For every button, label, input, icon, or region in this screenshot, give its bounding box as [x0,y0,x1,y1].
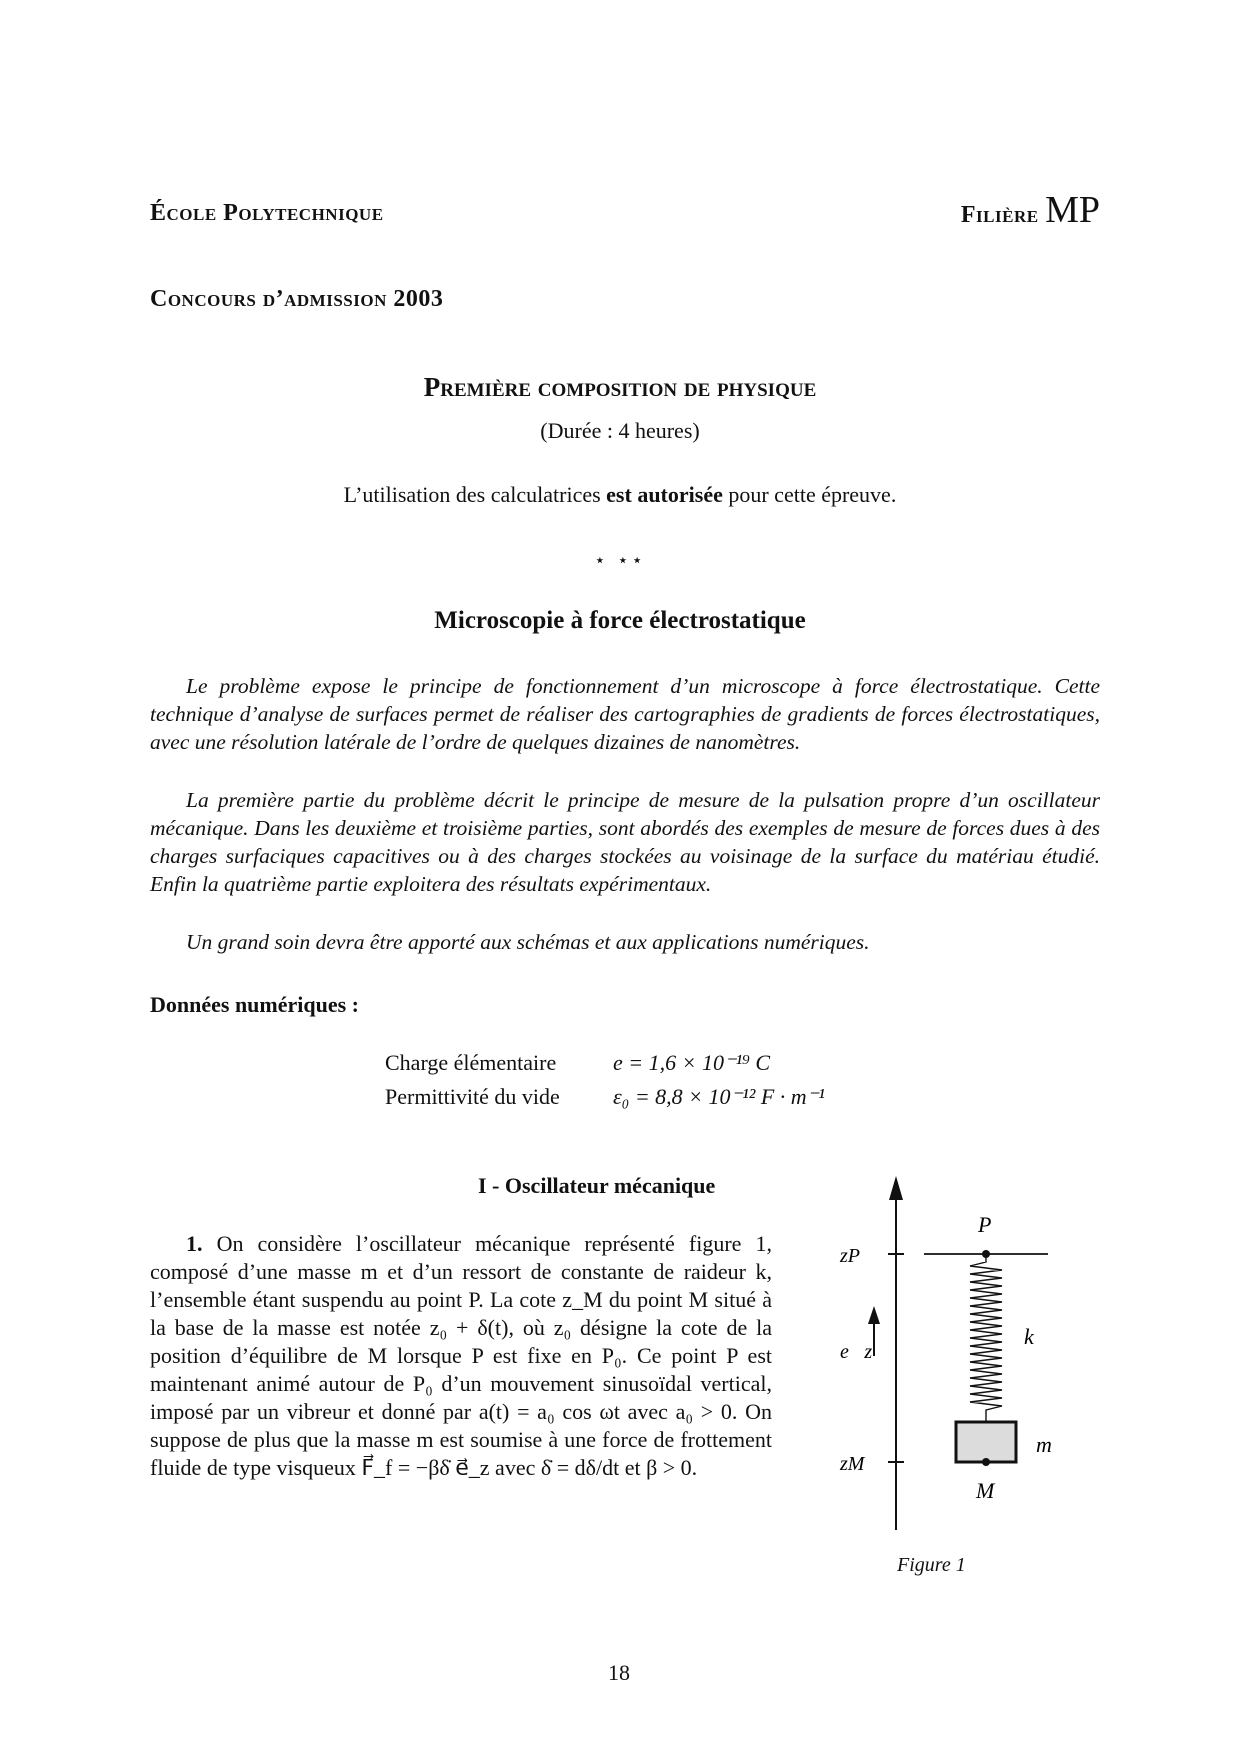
filiere-label: Filière [960,202,1039,228]
label-m-point: M [976,1478,995,1503]
exam-duration: (Durée : 4 heures) [540,418,700,443]
mass-block [956,1422,1016,1462]
question-text: On considère l’oscillateur mécanique représenté figure 1, composé d’une masse m et d’un ressort de constante de raideur k, l’ensemble étant suspendu au point P. La cote z_M du point M situé à la base de la masse est notée z₀ + δ(t), où z₀ désigne la cote de la position d’équilibre de M lorsque P est fixe en P₀. Ce point P est maintenant animé autour de P₀ d’un mouvement sinusoïdal vertical, imposé par un vibreur et donné par a(t) = a₀ cos ωt avec a₀ > 0. On suppose de plus que la masse m est soumise à une force de frottement fluide de type visqueux F⃗_f = −βδ̇ e⃗_z avec δ̇ = dδ/dt et β > 0. [150,1231,772,1480]
question-number: 1. [186,1231,203,1256]
calculator-note: L’utilisation des calculatrices est autorisée pour cette épreuve. [343,482,897,507]
figure-caption: Figure 1 [897,1554,966,1576]
z-axis-arrow-icon [889,1176,903,1200]
donnees-label: Charge élémentaire [385,1050,557,1075]
donnees-row [385,1084,825,1118]
donnees-table [385,1050,825,1118]
point-m-dot [982,1458,990,1466]
label-m: m [1036,1432,1052,1457]
problem-title: Microscopie à force électrostatique [434,607,806,634]
label-zm: zM [840,1453,865,1475]
label-ez: e⃗z [840,1341,873,1363]
stars-separator: ⋆ ⋆⋆ [594,550,646,571]
intro-paragraph-3: Un grand soin devra être apporté aux schémas et aux applications numériques. [186,930,870,954]
figure-1 [800,1170,1090,1540]
ez-arrow-icon [868,1306,880,1324]
school-name: École Polytechnique [150,200,384,226]
label-k: k [1024,1324,1034,1349]
filiere [961,188,1100,232]
label-p: P [978,1212,992,1237]
intro-paragraph-1: Le problème expose le principe de fonctionnement d’un microscope à force électrostatique. Cette technique d’analyse de surfaces permet de réaliser des cartographies de gradients de forces électrostatiques, avec une résolution latérale de l’ordre de quelques dizaines de nanomètres. [150,674,1100,754]
filiere-value: MP [1045,189,1100,231]
donnees-heading: Données numériques : [150,992,360,1017]
donnees-row [385,1050,825,1084]
question-1 [150,1230,772,1482]
donnees-value: ε₀ = 8,8 × 10⁻¹² F · m⁻¹ [613,1084,825,1109]
exam-title: Première composition de physique [423,372,817,402]
intro-paragraph-2: La première partie du problème décrit le principe de mesure de la pulsation propre d’un oscillateur mécanique. Dans les deuxième et troisième parties, sont abordés des exemples de mesure de forces dues à des charges surfaciques capacitives ou à des charges stockées au voisinage de la surface du matériau étudié. Enfin la quatrième partie exploitera des résultats expérimentaux. [150,788,1100,896]
label-zp: zP [840,1245,860,1267]
concours: Concours d’admission 2003 [150,286,444,312]
spring [970,1254,1002,1422]
donnees-label: Permittivité du vide [385,1084,560,1109]
section-heading: I - Oscillateur mécanique [478,1173,716,1198]
page-number: 18 [608,1660,630,1685]
donnees-value: e = 1,6 × 10⁻¹⁹ C [613,1050,770,1075]
